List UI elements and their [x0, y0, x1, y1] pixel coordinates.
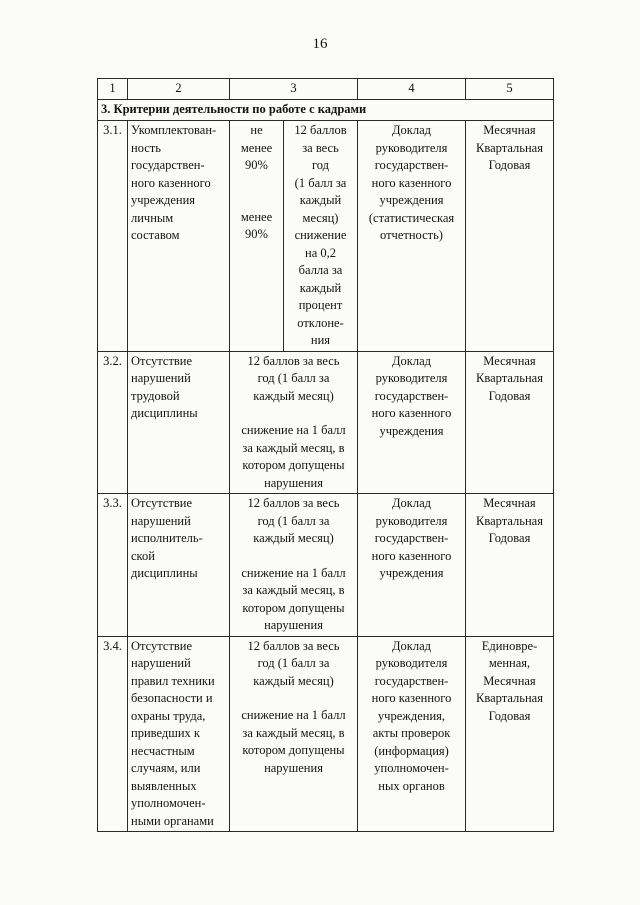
- penalty-text: снижение на 1 балл за каждый месяц, в котором допущены нарушения: [241, 708, 346, 775]
- page-number: 16: [312, 36, 328, 52]
- section-title: 3. Критерии деятельности по работе с кадрами: [98, 100, 554, 121]
- period-cell: Единовре- менная, Месячная Квартальная Годовая: [466, 636, 554, 832]
- table-row: [98, 494, 554, 637]
- row-number: 3.4.: [98, 636, 128, 832]
- penalty-text: снижение на 1 балл за каждый месяц, в котором допущены нарушения: [241, 423, 346, 490]
- criterion-cell: Отсутствие нарушений правил техники безопасности и охраны труда, приведших к несчастным случаям, или выявленных уполномочен- ными органами: [128, 636, 230, 832]
- row-number: 3.2.: [98, 351, 128, 494]
- penalty-text: снижение на 1 балл за каждый месяц, в котором допущены нарушения: [241, 565, 346, 632]
- threshold-text: менее 90%: [240, 209, 273, 241]
- threshold-text: не менее 90%: [240, 123, 273, 172]
- column-header-1: 1: [98, 79, 128, 100]
- score-text: 12 баллов за весь год (1 балл за каждый месяц): [247, 638, 340, 688]
- row-number: 3.3.: [98, 494, 128, 637]
- criterion-cell: Отсутствие нарушений трудовой дисциплины: [128, 351, 230, 494]
- threshold-cell: [230, 121, 284, 352]
- period-cell: Месячная Квартальная Годовая: [466, 494, 554, 637]
- criteria-table: [97, 78, 554, 832]
- column-header-4: 4: [358, 79, 466, 100]
- source-cell: Доклад руководителя государствен- ного казенного учреждения: [358, 351, 466, 494]
- column-header-5: 5: [466, 79, 554, 100]
- criterion-cell: Укомплектован- ность государствен- ного казенного учреждения личным составом: [128, 121, 230, 352]
- row-number: 3.1.: [98, 121, 128, 352]
- source-cell: Доклад руководителя государствен- ного казенного учреждения, акты проверок (информация) уполномочен- ных органов: [358, 636, 466, 832]
- score-cell: [284, 121, 358, 352]
- score-text: 12 баллов за весь год (1 балл за каждый месяц): [294, 123, 347, 225]
- column-header-2: 2: [128, 79, 230, 100]
- source-cell: Доклад руководителя государствен- ного казенного учреждения (статистическая отчетность): [358, 121, 466, 352]
- column-number-row: [98, 79, 554, 100]
- period-cell: Месячная Квартальная Годовая: [466, 121, 554, 352]
- table-row: [98, 121, 554, 352]
- source-cell: Доклад руководителя государствен- ного казенного учреждения: [358, 494, 466, 637]
- table-row: [98, 351, 554, 494]
- score-text: 12 баллов за весь год (1 балл за каждый месяц): [247, 353, 340, 403]
- period-cell: Месячная Квартальная Годовая: [466, 351, 554, 494]
- table-row: [98, 636, 554, 832]
- criterion-cell: Отсутствие нарушений исполнитель- ской дисциплины: [128, 494, 230, 637]
- column-header-3: 3: [230, 79, 358, 100]
- section-row: [98, 100, 554, 121]
- score-text: 12 баллов за весь год (1 балл за каждый месяц): [247, 496, 340, 545]
- score-cell: [230, 636, 358, 832]
- penalty-text: снижение на 0,2 балла за каждый процент отклоне- ния: [294, 228, 347, 347]
- score-cell: [230, 494, 358, 637]
- score-cell: [230, 351, 358, 494]
